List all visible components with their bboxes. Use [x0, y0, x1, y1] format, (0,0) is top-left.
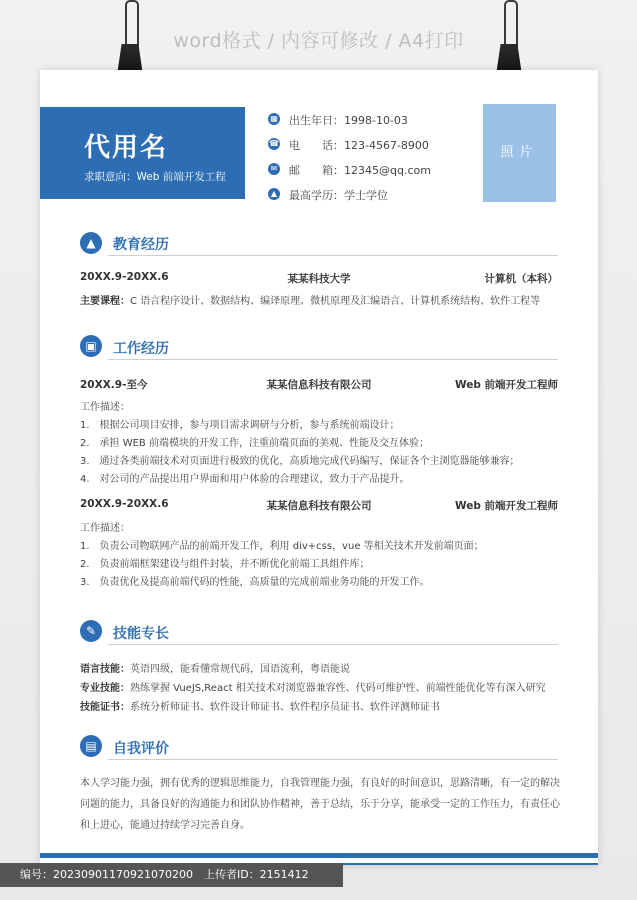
document-icon: ▤: [80, 735, 102, 757]
job-row: 20XX.9-至今 某某信息科技有限公司 Web 前端开发工程师: [80, 379, 558, 391]
job-item: 2. 负责前端框架建设与组件封装，并不断优化前端工具组件库；: [80, 559, 370, 570]
photo-placeholder: 照片: [483, 104, 556, 202]
mail-icon: ✉: [268, 163, 280, 175]
divider: [108, 644, 558, 645]
skill-line: 语言技能：英语四级，能看懂常规代码，国语流利，粤语能说: [80, 664, 350, 675]
section-title-skills: 技能专长: [113, 626, 169, 642]
job-item: 3. 通过各类前端技术对页面进行极致的优化，高质地完成代码编写，保证各个主浏览器能够兼容；: [80, 456, 520, 467]
job-desc-label: 工作描述：: [80, 402, 130, 413]
edit-icon: ✎: [80, 620, 102, 642]
job-desc-label: 工作描述：: [80, 523, 130, 534]
graduation-icon: ▲: [268, 188, 280, 200]
divider: [108, 759, 558, 760]
job-item: 4. 对公司的产品提出用户界面和用户体验的合理建议，致力于产品提升。: [80, 474, 410, 485]
skill-line: 技能证书：系统分析师证书、软件设计师证书、软件程序员证书、软件评测师证书: [80, 702, 440, 713]
briefcase-icon: ▣: [80, 335, 102, 357]
resume-paper: 代用名 求职意向：Web 前端开发工程 ▦ 出生年日：1998-10-03 ☎ 电 话：123-4567-8900 ✉ 邮 箱：12345@qq.com ▲ 最高学历：学士学位 照片 ▲ 教育经历 20XX.9-20XX.6 某某科技大学 计算机（本科） 主要课程：C 语言程序设计、数据结构、编译原理、微机原理及汇编语言、计算机系统结构、软件工程等 ▣ 工作经历 20XX.9-至今 某某信息科技有限公司 Web 前端开发工程师 工作描述： 1. 根据公司项目安排，参与项目需求调研与分析，参与系统前端设计； 2. 承担 WEB 前端模块的开发工作，注重前端页面的美观、性能及交互体验； 3. 通过各类前端技术对页面进行极致的优化，高质地完成代码编写，保证各个主浏览器能够兼容； 4. 对公司的产品提出用户界面和用户体验的合理建议，致力于产品提升。 20XX.9-20XX.6 某某信息科技有限公司 Web 前端开发工程师 工作描述： 1. 负责公司物联网产品的前端开发工作，利用 div+css，vue 等相关技术开发前端页面； 2. 负责前端框架建设与组件封装，并不断优化前端工具组件库； 3. 负责优化及提高前端代码的性能，高质量的完成前端业务功能的开发工作。 ✎ 技能专长 语言技能：英语四级，能看懂常规代码，国语流利，粤语能说 专业技能：熟练掌握 VueJS,React 相关技术对浏览器兼容性、代码可维护性、前端性能优化等有深入研究 技能证书：系统分析师证书、软件设计师证书、软件程序员证书、软件评测师证书 ▤ 自我评价 本人学习能力强，拥有优秀的逻辑思维能力，自我管理能力强，有良好的时间意识，思路清晰，有一定的解决问题的能力，具备良好的沟通能力和团队协作精神，善于总结，乐于分享，能承受一定的工作压力，有责任心和上进心，能通过持续学习完善自身。: [40, 70, 598, 865]
job-item: 3. 负责优化及提高前端代码的性能，高质量的完成前端业务功能的开发工作。: [80, 577, 430, 588]
education-row: 20XX.9-20XX.6 某某科技大学 计算机（本科）: [80, 271, 558, 285]
graduation-cap-icon: ▲: [80, 232, 102, 254]
name-box: [40, 107, 245, 199]
skill-line: 专业技能：熟练掌握 VueJS,React 相关技术对浏览器兼容性、代码可维护性、前端性能优化等有深入研究: [80, 683, 546, 694]
divider: [108, 359, 558, 360]
section-title-education: 教育经历: [113, 237, 169, 253]
bottom-bar: [40, 853, 598, 858]
candidate-name: 代用名: [84, 133, 169, 163]
calendar-icon: ▦: [268, 113, 280, 125]
phone-icon: ☎: [269, 139, 279, 148]
section-title-work: 工作经历: [113, 341, 169, 357]
format-banner: word格式 / 内容可修改 / A4打印: [173, 30, 464, 52]
divider: [108, 255, 558, 256]
job-item: 2. 承担 WEB 前端模块的开发工作，注重前端页面的美观、性能及交互体验；: [80, 438, 429, 449]
job-item: 1. 根据公司项目安排，参与项目需求调研与分析，参与系统前端设计；: [80, 420, 400, 431]
job-item: 1. 负责公司物联网产品的前端开发工作，利用 div+css，vue 等相关技术开发前端页面；: [80, 541, 484, 552]
self-evaluation-text: 本人学习能力强，拥有优秀的逻辑思维能力，自我管理能力强，有良好的时间意识，思路清晰，有一定的解决问题的能力，具备良好的沟通能力和团队协作精神，善于总结，乐于分享，能承受一定的工作压力，有责任心和上进心，能通过持续学习完善自身。: [80, 778, 560, 831]
courses-line: 主要课程：C 语言程序设计、数据结构、编译原理、微机原理及汇编语言、计算机系统结构、软件工程等: [80, 296, 541, 307]
footer-id-bar: 编号：20230901170921070200 上传者ID：2151412: [0, 863, 343, 887]
section-title-self: 自我评价: [113, 741, 169, 757]
job-intent: 求职意向：Web 前端开发工程: [84, 171, 226, 183]
job-row: 20XX.9-20XX.6 某某信息科技有限公司 Web 前端开发工程师: [80, 498, 558, 512]
